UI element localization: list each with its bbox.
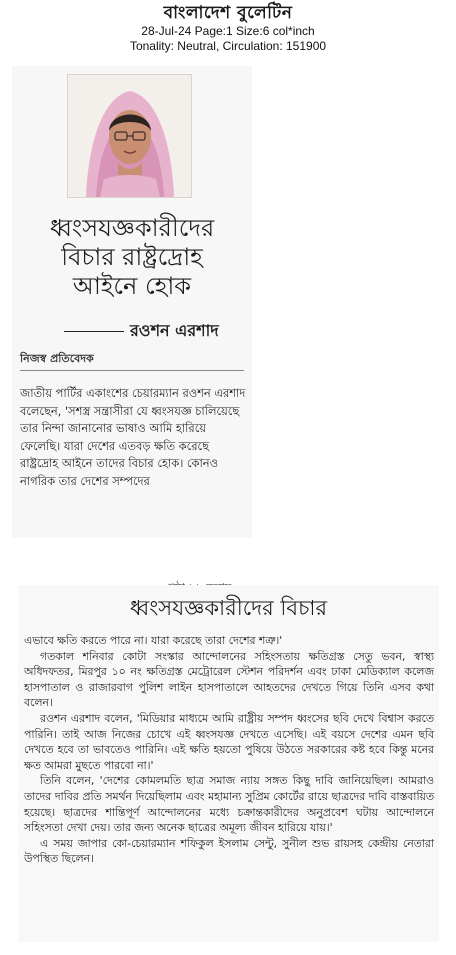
news-clip-front <box>12 66 252 538</box>
byline <box>64 319 248 343</box>
body-paragraph: এভাবে ক্ষতি করতে পারে না। যারা করেছে তারা দেশের শত্রু।' <box>24 634 283 647</box>
headline-line: বিচার রাষ্ট্রদ্রোহ <box>61 243 203 271</box>
body-paragraph: রওশন এরশাদ বলেন, 'মিডিয়ার মাধ্যমে আমি রাষ্ট্রীয় সম্পদ ধ্বংসের ছবি দেখে বিশ্বাস করতে পারিনি। তাই আজ নিজের চোখে এই ধ্বংসযজ্ঞ দেখতে এসেছি। এই বয়সে দেশের এমন ছবি দেখতে হবে তা ভাবতেও পারিনি। এই ক্ষতি হয়তো পুষিয়ে উঠতে সরকারের কষ্ট হবে কিন্তু মনের ক্ষত আমরা মুছতে পারবো না।' <box>24 711 434 772</box>
tonality-circulation: Tonality: Neutral, Circulation: 151900 <box>129 39 327 53</box>
body-paragraph: এ সময় জাপার কো-চেয়ারম্যান শফিকুল ইসলাম সেন্টু, সুনীল শুভ রায়সহ কেন্দ্রীয় নেতারা উপস্থিত ছিলেন। <box>24 836 434 866</box>
byline-name: রওশন এরশাদ <box>130 321 219 340</box>
portrait-image <box>68 75 191 197</box>
front-article-body <box>20 385 248 490</box>
headline-line: ধ্বংসযজ্ঞকারীদের <box>49 214 215 242</box>
date-page-info: 28-Jul-24 Page:1 Size:6 col*inch <box>141 24 315 38</box>
front-headline <box>12 214 252 301</box>
masthead <box>0 0 456 60</box>
newspaper-name: বাংলাদেশ বুলেটিন <box>163 3 293 23</box>
body-paragraph: তিনি বলেন, 'দেশের কোমলমতি ছাত্র সমাজ ন্যায় সঙ্গত কিছু দাবি জানিয়েছিল। আমরাও তাদের দাবির প্রতি সমর্থন দিয়েছিলাম এবং মহামান্য সুপ্রিম কোর্টের রায়ে ছাত্রদের দাবি বাস্তবায়িত হয়েছে। ছাত্রদের শান্তিপূর্ণ আন্দোলনের মধ্যে চক্রান্তকারীদের অনুপ্রবেশ ঘটায় আন্দোলনে সহিংসতা দেখা দেয়। তার জন্য অনেক ছাত্রের অমূল্য জীবন হারিয়ে যায়।' <box>24 774 434 835</box>
body-paragraph: গতকাল শনিবার কোটা সংস্কার আন্দোলনের সহিংসতায় ক্ষতিগ্রস্ত সেতু ভবন, স্বাস্থ্য অধিদফতর, মিরপুর ১০ নং ক্ষতিগ্রস্ত মেট্রোরেল স্টেশন পরিদর্শন এবং ঢাকা মেডিক্যাল কলেজ হাসপাতাল ও রাজারবাগ পুলিশ লাইন হাসপাতালে আহতদের দেখতে গিয়ে তিনি এসব কথা বলেন। <box>24 649 434 710</box>
continuation-headline: ধ্বংসযজ্ঞকারীদের বিচার <box>129 596 328 620</box>
byline-dash <box>64 331 124 332</box>
reporter-credit: নিজস্ব প্রতিবেদক <box>20 352 94 365</box>
body-paragraph: জাতীয় পার্টির একাংশের চেয়ারম্যান রওশন এরশাদ বলেছেন, 'সশস্ত্র সন্ত্রাসীরা যে ধ্বংসযজ্ঞ চালিয়েছে তার নিন্দা জানানোর ভাষাও আমি হারিয়ে ফেলেছি। যারা দেশের এতবড় ক্ষতি করেছে রাষ্ট্রদ্রোহ আইনে তাদের বিচার হোক। কোনও নাগরিক তার দেশের সম্পদের <box>20 386 246 488</box>
continuation-body <box>24 633 434 867</box>
divider <box>20 370 244 371</box>
news-clip-continuation <box>18 585 439 942</box>
portrait-photo <box>67 74 192 198</box>
headline-line: আইনে হোক <box>72 272 192 300</box>
